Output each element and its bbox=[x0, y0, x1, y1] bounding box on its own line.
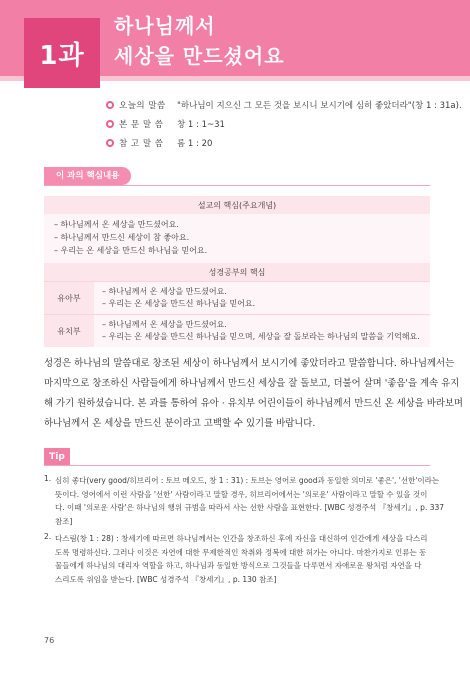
tip-item bbox=[44, 532, 434, 586]
tip-line: 다스림(창 1 : 28) : 창세기에 따르면 하나님께서는 인간을 창조하신 후에 자신을 대신하여 인간에게 세상을 다스리 bbox=[55, 534, 428, 543]
sermon-point: – 우리는 온 세상을 만드신 하나님을 믿어요. bbox=[54, 246, 208, 255]
core-content-table bbox=[44, 196, 430, 347]
info-row-today bbox=[106, 95, 462, 114]
info-row-reference bbox=[106, 133, 456, 152]
section-divider bbox=[44, 185, 430, 186]
tip-number: 2. bbox=[44, 532, 52, 541]
row-content bbox=[94, 282, 430, 314]
study-point: – 하나님께서 온 세상을 만드셨어요. bbox=[102, 287, 227, 296]
tip-line: 스리도록 위임을 받는다. [WBC 성경주석 『창세기』, p. 130 참조] bbox=[55, 574, 277, 584]
paragraph-line: 하나님께서 온 세상을 만드신 분이라고 고백할 수 있기를 바랍니다. bbox=[44, 418, 316, 429]
info-label: 본 문 말 씀 bbox=[119, 119, 164, 130]
paragraph-line: 해 가기 원하셨습니다. 본 과를 통하여 유아 · 유치부 어린이들이 하나님께서 만드신 온 세상을 바라보며 bbox=[44, 398, 463, 409]
tip-line: 도록 명령하신다. 그러나 이것은 자연에 대한 무제한적인 착취와 정복에 대한 허가는 아니다. 마찬가지로 인류는 동 bbox=[55, 547, 427, 557]
study-point: – 우리는 온 세상을 만드신 하나님을 믿어요. bbox=[102, 299, 256, 308]
study-point: – 우리는 온 세상을 만드신 하나님을 믿으며, 세상을 잘 돌보라는 하나님의 말씀을 기억해요. bbox=[102, 332, 420, 341]
scripture-info bbox=[106, 95, 462, 152]
row-content bbox=[94, 315, 430, 347]
paragraph-line: 성경은 하나님의 말씀대로 창조된 세상이 하나님께서 보시기에 좋았더라고 말씀합니다. 하나님께서는 bbox=[44, 358, 455, 369]
page-number: 76 bbox=[44, 636, 55, 645]
row-label-infant: 유아부 bbox=[44, 282, 94, 314]
tip-divider bbox=[44, 465, 430, 466]
core-content-tag: 이 과의 핵심내용 bbox=[44, 167, 131, 185]
tip-tag: Tip bbox=[44, 448, 70, 466]
paragraph-line: 마지막으로 창조하신 사람들에게 하나님께서 만드신 세상을 잘 돌보고, 더불어 살며 '좋음'을 계속 유지 bbox=[44, 378, 460, 389]
lesson-badge: 1과 bbox=[24, 18, 100, 88]
info-label: 오늘의 말씀 bbox=[119, 100, 166, 111]
tip-line: 참조] bbox=[55, 516, 73, 526]
bullet-circle-icon bbox=[106, 120, 114, 128]
table-header-sermon: 설교의 핵심(주요개념) bbox=[44, 196, 430, 214]
tip-list bbox=[44, 474, 445, 590]
study-point: – 하나님께서 온 세상을 만드셨어요. bbox=[102, 320, 227, 329]
info-label: 참 고 말 씀 bbox=[119, 138, 164, 149]
table-header-study: 성경공부의 핵심 bbox=[44, 263, 430, 281]
tip-text bbox=[55, 474, 444, 528]
info-value: 롬 1 : 20 bbox=[177, 138, 213, 149]
table-row bbox=[44, 281, 430, 314]
table-row bbox=[44, 314, 430, 347]
body-paragraph bbox=[44, 354, 463, 434]
info-row-main-text bbox=[106, 114, 456, 133]
tip-text bbox=[55, 532, 428, 586]
sermon-points bbox=[44, 214, 430, 263]
bullet-circle-icon bbox=[106, 139, 114, 147]
info-value: 창 1 : 1~31 bbox=[177, 119, 225, 130]
row-label-kindergarten: 유치부 bbox=[44, 315, 94, 347]
tip-line: 심히 좋다(very good/히브리어 : 토브 메오드, 창 1 : 31) : 토브는 영어로 good과 동일한 의미로 '좋은', '선한'이라는 bbox=[55, 476, 440, 485]
sermon-point: – 하나님께서 온 세상을 만드셨어요. bbox=[54, 220, 179, 229]
tip-line: 뜻이다. 영어에서 이런 사람을 '선한' 사람이라고 말할 경우, 히브리어에서는 '의로운' 사람이라고 말할 수 있을 것이 bbox=[55, 489, 428, 499]
page-title-line1: 하나님께서 bbox=[114, 14, 216, 38]
info-value: "하나님이 지으신 그 모든 것을 보시니 보시기에 심히 좋았더라"(창 1 : 31a). bbox=[177, 100, 462, 111]
sermon-point: – 하나님께서 만드신 세상이 참 좋아요. bbox=[54, 233, 190, 242]
page-title-line2: 세상을 만드셨어요 bbox=[114, 44, 285, 68]
tip-line: 다. 이때 '의로운 사람'은 하나님의 행위 규범을 따라서 사는 선한 사람을 표현한다. [WBC 성경주석 『창세기』, p. 337 bbox=[55, 503, 445, 512]
tip-line: 물들에게 하나님의 대리자 역할을 하고, 하나님과 동일한 방식으로 그것들을 다루면서 자애로운 왕처럼 자연을 다 bbox=[55, 561, 422, 570]
bullet-circle-icon bbox=[106, 101, 114, 109]
tip-number: 1. bbox=[44, 474, 52, 483]
tip-item bbox=[44, 474, 445, 528]
